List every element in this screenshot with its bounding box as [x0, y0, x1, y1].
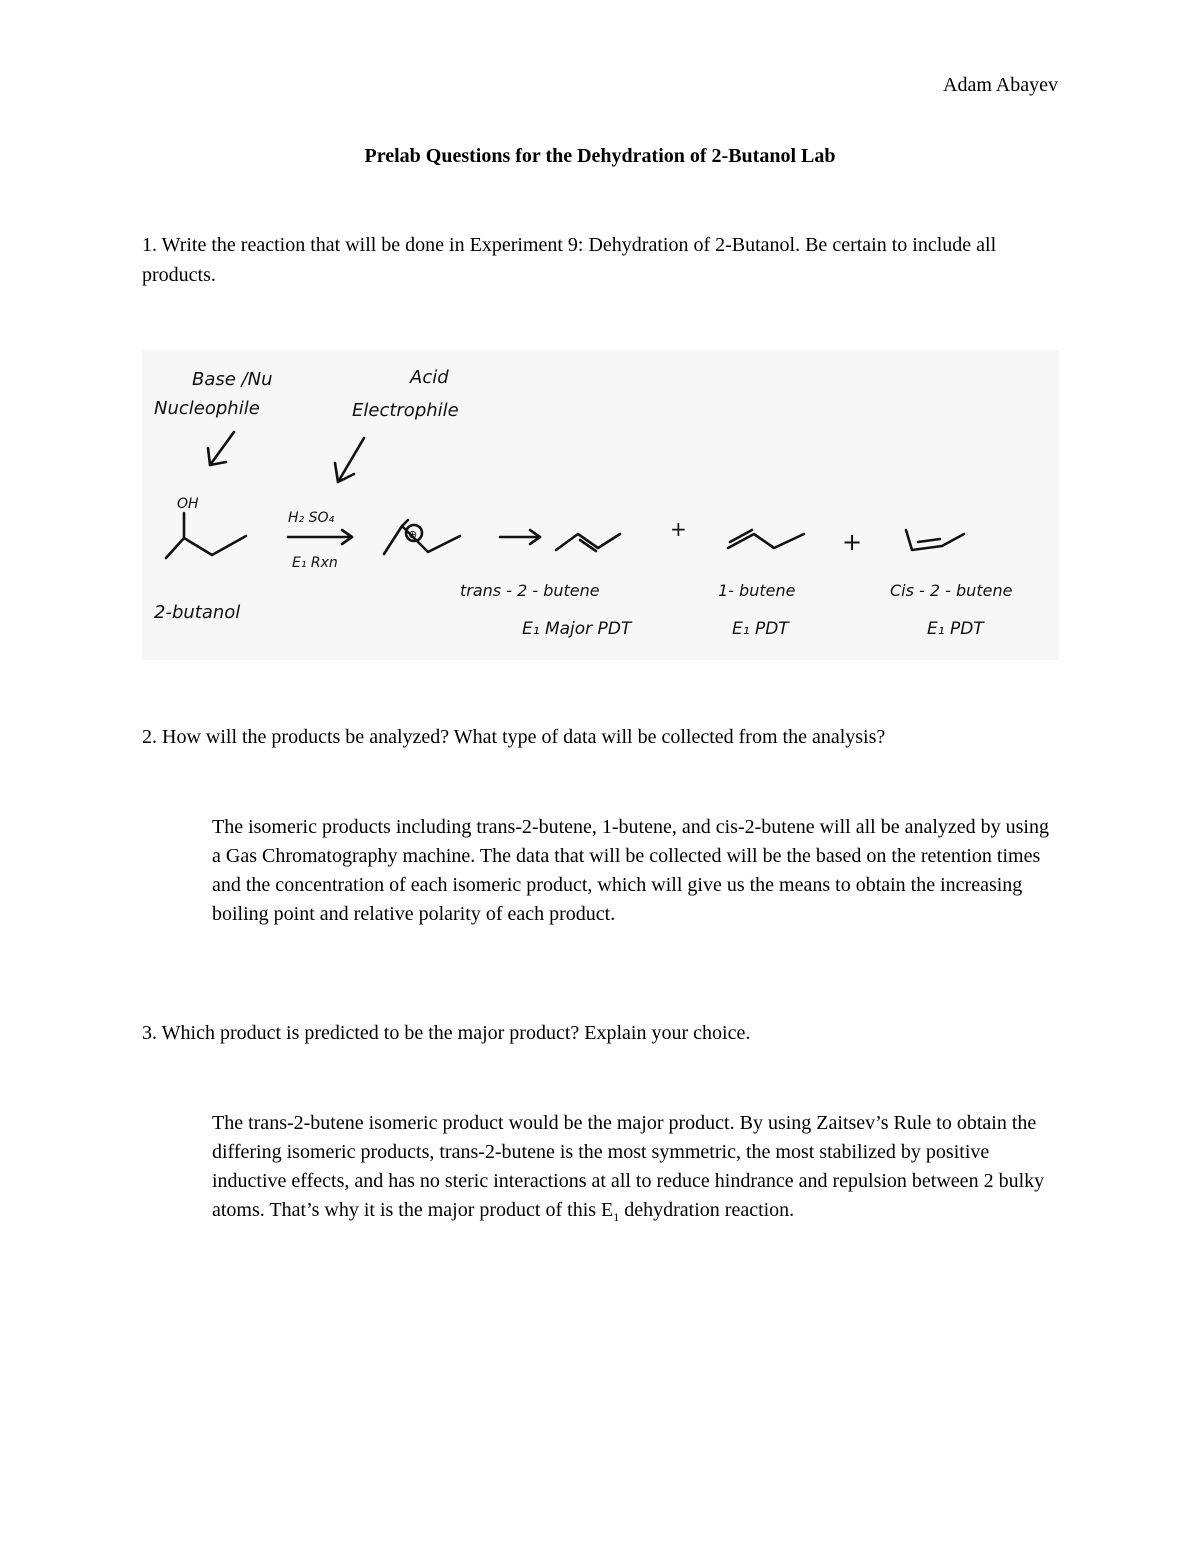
reaction-arrow-icon — [288, 530, 352, 544]
acid-label-line1: Acid — [410, 367, 449, 388]
product-1-name: trans - 2 - butene — [460, 581, 600, 600]
reaction-sketch — [142, 350, 1059, 660]
cis-2-butene-skeleton — [906, 530, 964, 550]
product-1-note: E₁ Major PDT — [522, 619, 632, 639]
reaction-sketch-drawing — [142, 350, 1059, 660]
1-butene-skeleton — [728, 530, 804, 548]
carbocation-symbol: ⊕ — [408, 528, 418, 541]
oh-label: OH — [177, 496, 199, 512]
answer-3-subscript: 1 — [613, 1210, 620, 1224]
base-label-line1: Base /Nu — [192, 369, 273, 390]
product-3-name: Cis - 2 - butene — [890, 581, 1013, 600]
answer-3-text: The trans-2-butene isomeric product would be the major product. By using Zaitsev’s Rule to obtain the differing isomeric products, trans-2-butene is the most symmetric, the most stabilized by positive inductive effects, and has no steric interactions at all to reduce hindrance and repulsion between 2 bulky atoms. That’s why it is the major product of this E — [212, 1112, 1045, 1221]
trans-2-butene-skeleton — [556, 534, 620, 551]
answer-3 — [212, 1109, 1062, 1232]
reagent-label: H₂ SO₄ — [288, 510, 335, 526]
product-2-name: 1- butene — [718, 581, 796, 600]
base-arrow-icon — [208, 432, 234, 465]
acid-label-line2: Electrophile — [352, 400, 459, 421]
author-name: Adam Abayev — [943, 74, 1058, 96]
butanol-skeleton — [166, 513, 246, 558]
base-label-line2: Nucleophile — [154, 398, 260, 419]
acid-arrow-icon — [335, 438, 364, 482]
question-1: 1. Write the reaction that will be done in Experiment 9: Dehydration of 2-Butanol. Be certain to include all products. — [142, 234, 997, 286]
product-arrow-icon — [500, 530, 540, 544]
question-2: 2. How will the products be analyzed? What type of data will be collected from the analysis? — [142, 726, 886, 748]
product-3-note: E₁ PDT — [927, 619, 984, 639]
plus-sign-2: + — [842, 528, 863, 556]
rxn-label: E₁ Rxn — [292, 555, 338, 571]
page-title: Prelab Questions for the Dehydration of 2-Butanol Lab — [364, 145, 836, 167]
plus-sign-1: + — [670, 517, 687, 541]
answer-2: The isomeric products including trans-2-butene, 1-butene, and cis-2-butene will all be analyzed by using a Gas Chromatography machine. The data that will be collected will be the based on the retention times and the concentration of each isomeric product, which will give us the means to obtain the increasing boiling point and relative polarity of each product. — [212, 816, 1049, 925]
product-2-note: E₁ PDT — [732, 619, 789, 639]
answer-3-ending: dehydration reaction. — [619, 1199, 795, 1221]
reactant-name: 2-butanol — [154, 602, 241, 623]
question-3: 3. Which product is predicted to be the major product? Explain your choice. — [142, 1022, 751, 1044]
